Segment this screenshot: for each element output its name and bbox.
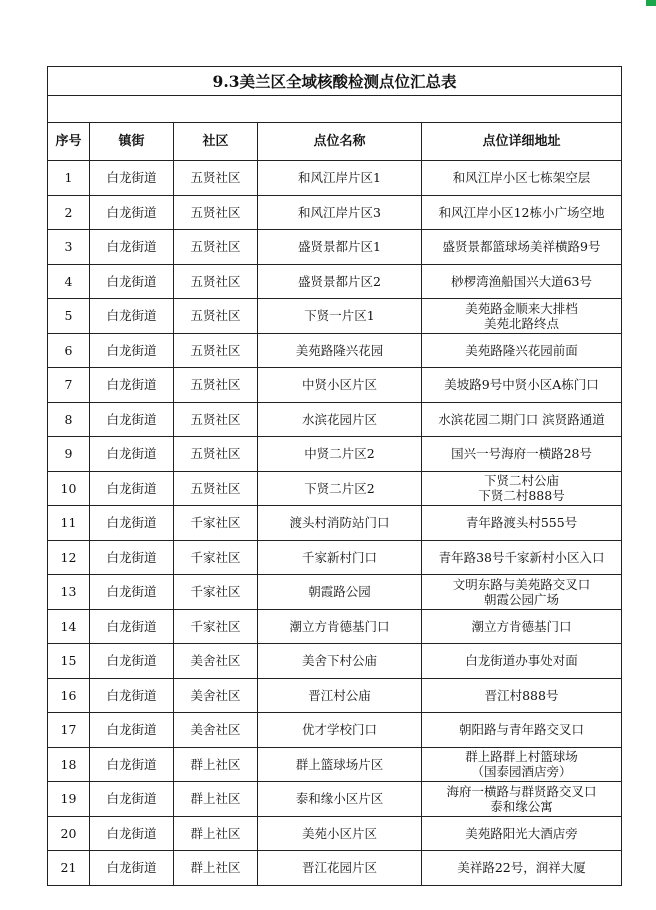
- town-cell: 白龙街道: [90, 782, 174, 817]
- town-cell: 白龙街道: [90, 851, 174, 886]
- community-cell: 千家社区: [174, 506, 258, 541]
- header-community: 社区: [174, 123, 258, 161]
- header-town: 镇街: [90, 123, 174, 161]
- town-cell: 白龙街道: [90, 609, 174, 644]
- table-row: [48, 575, 622, 610]
- town-cell: 白龙街道: [90, 816, 174, 851]
- address-cell: [422, 333, 622, 368]
- site-name-cell: 潮立方肯德基门口: [258, 609, 422, 644]
- town-cell: 白龙街道: [90, 195, 174, 230]
- address-line: 桫椤湾渔船国兴大道63号: [451, 273, 592, 289]
- row-number-cell: 18: [48, 747, 90, 782]
- site-name-cell: 群上篮球场片区: [258, 747, 422, 782]
- table-row: [48, 471, 622, 506]
- community-cell: 美舍社区: [174, 644, 258, 679]
- header-row: [48, 123, 622, 161]
- table-row: [48, 609, 622, 644]
- table-row: [48, 816, 622, 851]
- address-cell: [422, 609, 622, 644]
- corner-mark: [646, 0, 656, 6]
- address-line: 和风江岸小区12栋小广场空地: [438, 204, 605, 220]
- community-cell: 群上社区: [174, 782, 258, 817]
- table-row: [48, 368, 622, 403]
- row-number-cell: 9: [48, 437, 90, 472]
- table-row: [48, 402, 622, 437]
- row-number-cell: 15: [48, 644, 90, 679]
- blank-cell: [48, 96, 622, 123]
- community-cell: 群上社区: [174, 851, 258, 886]
- address-cell: [422, 782, 622, 817]
- community-cell: 美舍社区: [174, 678, 258, 713]
- town-cell: 白龙街道: [90, 506, 174, 541]
- address-line: 美苑路阳光大酒店旁: [465, 825, 578, 841]
- community-cell: 群上社区: [174, 747, 258, 782]
- row-number-cell: 19: [48, 782, 90, 817]
- site-name-cell: 和风江岸片区3: [258, 195, 422, 230]
- address-cell: [422, 506, 622, 541]
- address-line: 美苑路金顺来大排档: [465, 300, 578, 316]
- community-cell: 五贤社区: [174, 437, 258, 472]
- address-cell: [422, 195, 622, 230]
- address-line: 美苑路隆兴花园前面: [465, 342, 578, 358]
- site-name-cell: 盛贤景都片区1: [258, 230, 422, 265]
- header-no: 序号: [48, 123, 90, 161]
- address-line: 下贤二村888号: [478, 488, 565, 504]
- address-cell: [422, 402, 622, 437]
- address-cell: [422, 644, 622, 679]
- community-cell: 五贤社区: [174, 471, 258, 506]
- table-row: [48, 782, 622, 817]
- community-cell: 五贤社区: [174, 161, 258, 196]
- site-name-cell: 中贤二片区2: [258, 437, 422, 472]
- table-row: [48, 161, 622, 196]
- address-cell: [422, 299, 622, 334]
- address-line: 青年路渡头村555号: [465, 515, 578, 531]
- address-line: 美祥路22号，润祥大厦: [457, 860, 586, 876]
- address-line: 文明东路与美苑路交叉口: [452, 576, 591, 592]
- address-line: 国兴一号海府一横路28号: [451, 446, 592, 462]
- community-cell: 五贤社区: [174, 230, 258, 265]
- site-name-cell: 盛贤景都片区2: [258, 264, 422, 299]
- address-line: 白龙街道办事处对面: [465, 653, 578, 669]
- row-number-cell: 13: [48, 575, 90, 610]
- table-row: [48, 644, 622, 679]
- community-cell: 五贤社区: [174, 402, 258, 437]
- town-cell: 白龙街道: [90, 644, 174, 679]
- row-number-cell: 10: [48, 471, 90, 506]
- town-cell: 白龙街道: [90, 299, 174, 334]
- town-cell: 白龙街道: [90, 575, 174, 610]
- address-cell: [422, 851, 622, 886]
- address-line: 晋江村888号: [484, 687, 559, 703]
- table-row: [48, 195, 622, 230]
- table-row: [48, 540, 622, 575]
- address-line: 下贤二村公庙: [484, 473, 560, 489]
- town-cell: 白龙街道: [90, 333, 174, 368]
- row-number-cell: 5: [48, 299, 90, 334]
- address-cell: [422, 161, 622, 196]
- address-line: 泰和缘公寓: [490, 798, 553, 814]
- address-line: 水滨花园二期门口 滨贤路通道: [438, 411, 605, 427]
- site-name-cell: 美苑小区片区: [258, 816, 422, 851]
- table-row: [48, 437, 622, 472]
- address-cell: [422, 437, 622, 472]
- table-row: [48, 299, 622, 334]
- town-cell: 白龙街道: [90, 402, 174, 437]
- table-title: 9.3美兰区全域核酸检测点位汇总表: [48, 67, 622, 96]
- row-number-cell: 20: [48, 816, 90, 851]
- row-number-cell: 7: [48, 368, 90, 403]
- header-address: 点位详细地址: [422, 123, 622, 161]
- community-cell: 千家社区: [174, 609, 258, 644]
- town-cell: 白龙街道: [90, 437, 174, 472]
- address-line: 潮立方肯德基门口: [471, 618, 572, 634]
- address-cell: [422, 678, 622, 713]
- table-row: [48, 713, 622, 748]
- table-row: [48, 747, 622, 782]
- site-name-cell: 和风江岸片区1: [258, 161, 422, 196]
- address-cell: [422, 230, 622, 265]
- address-line: 青年路38号千家新村小区入口: [438, 549, 605, 565]
- address-cell: [422, 368, 622, 403]
- site-name-cell: 泰和缘小区片区: [258, 782, 422, 817]
- community-cell: 五贤社区: [174, 264, 258, 299]
- header-site: 点位名称: [258, 123, 422, 161]
- table-row: [48, 230, 622, 265]
- summary-sheet: [47, 66, 621, 886]
- address-line: 美苑北路终点: [484, 315, 560, 331]
- address-cell: [422, 816, 622, 851]
- site-name-cell: 美舍下村公庙: [258, 644, 422, 679]
- site-name-cell: 中贤小区片区: [258, 368, 422, 403]
- title-row: [48, 67, 622, 96]
- town-cell: 白龙街道: [90, 230, 174, 265]
- community-cell: 五贤社区: [174, 333, 258, 368]
- site-name-cell: 朝霞路公园: [258, 575, 422, 610]
- row-number-cell: 16: [48, 678, 90, 713]
- site-name-cell: 晋江花园片区: [258, 851, 422, 886]
- testing-sites-table: [47, 66, 622, 886]
- row-number-cell: 3: [48, 230, 90, 265]
- table-row: [48, 678, 622, 713]
- town-cell: 白龙街道: [90, 264, 174, 299]
- row-number-cell: 4: [48, 264, 90, 299]
- address-line: （国泰园酒店旁）: [471, 764, 572, 780]
- row-number-cell: 14: [48, 609, 90, 644]
- row-number-cell: 2: [48, 195, 90, 230]
- town-cell: 白龙街道: [90, 678, 174, 713]
- row-number-cell: 8: [48, 402, 90, 437]
- site-name-cell: 晋江村公庙: [258, 678, 422, 713]
- blank-row: [48, 96, 622, 123]
- town-cell: 白龙街道: [90, 161, 174, 196]
- community-cell: 美舍社区: [174, 713, 258, 748]
- address-line: 盛贤景都篮球场美祥横路9号: [442, 239, 601, 255]
- address-cell: [422, 747, 622, 782]
- address-line: 美坡路9号中贤小区A栋门口: [444, 377, 599, 393]
- address-line: 朝阳路与青年路交叉口: [459, 722, 585, 738]
- site-name-cell: 美苑路隆兴花园: [258, 333, 422, 368]
- town-cell: 白龙街道: [90, 471, 174, 506]
- row-number-cell: 1: [48, 161, 90, 196]
- community-cell: 群上社区: [174, 816, 258, 851]
- community-cell: 千家社区: [174, 575, 258, 610]
- address-line: 朝霞公园广场: [484, 591, 560, 607]
- community-cell: 五贤社区: [174, 195, 258, 230]
- address-cell: [422, 264, 622, 299]
- row-number-cell: 21: [48, 851, 90, 886]
- town-cell: 白龙街道: [90, 713, 174, 748]
- site-name-cell: 优才学校门口: [258, 713, 422, 748]
- table-row: [48, 333, 622, 368]
- row-number-cell: 6: [48, 333, 90, 368]
- table-row: [48, 851, 622, 886]
- address-cell: [422, 575, 622, 610]
- address-line: 和风江岸小区七栋架空层: [452, 170, 591, 186]
- community-cell: 千家社区: [174, 540, 258, 575]
- row-number-cell: 12: [48, 540, 90, 575]
- community-cell: 五贤社区: [174, 299, 258, 334]
- site-name-cell: 千家新村门口: [258, 540, 422, 575]
- address-cell: [422, 713, 622, 748]
- community-cell: 五贤社区: [174, 368, 258, 403]
- address-line: 群上路群上村篮球场: [465, 749, 578, 765]
- table-row: [48, 264, 622, 299]
- address-cell: [422, 540, 622, 575]
- site-name-cell: 下贤一片区1: [258, 299, 422, 334]
- row-number-cell: 17: [48, 713, 90, 748]
- town-cell: 白龙街道: [90, 368, 174, 403]
- site-name-cell: 水滨花园片区: [258, 402, 422, 437]
- table-row: [48, 506, 622, 541]
- town-cell: 白龙街道: [90, 747, 174, 782]
- address-cell: [422, 471, 622, 506]
- site-name-cell: 下贤二片区2: [258, 471, 422, 506]
- site-name-cell: 渡头村消防站门口: [258, 506, 422, 541]
- address-line: 海府一横路与群贤路交叉口: [446, 783, 597, 799]
- town-cell: 白龙街道: [90, 540, 174, 575]
- row-number-cell: 11: [48, 506, 90, 541]
